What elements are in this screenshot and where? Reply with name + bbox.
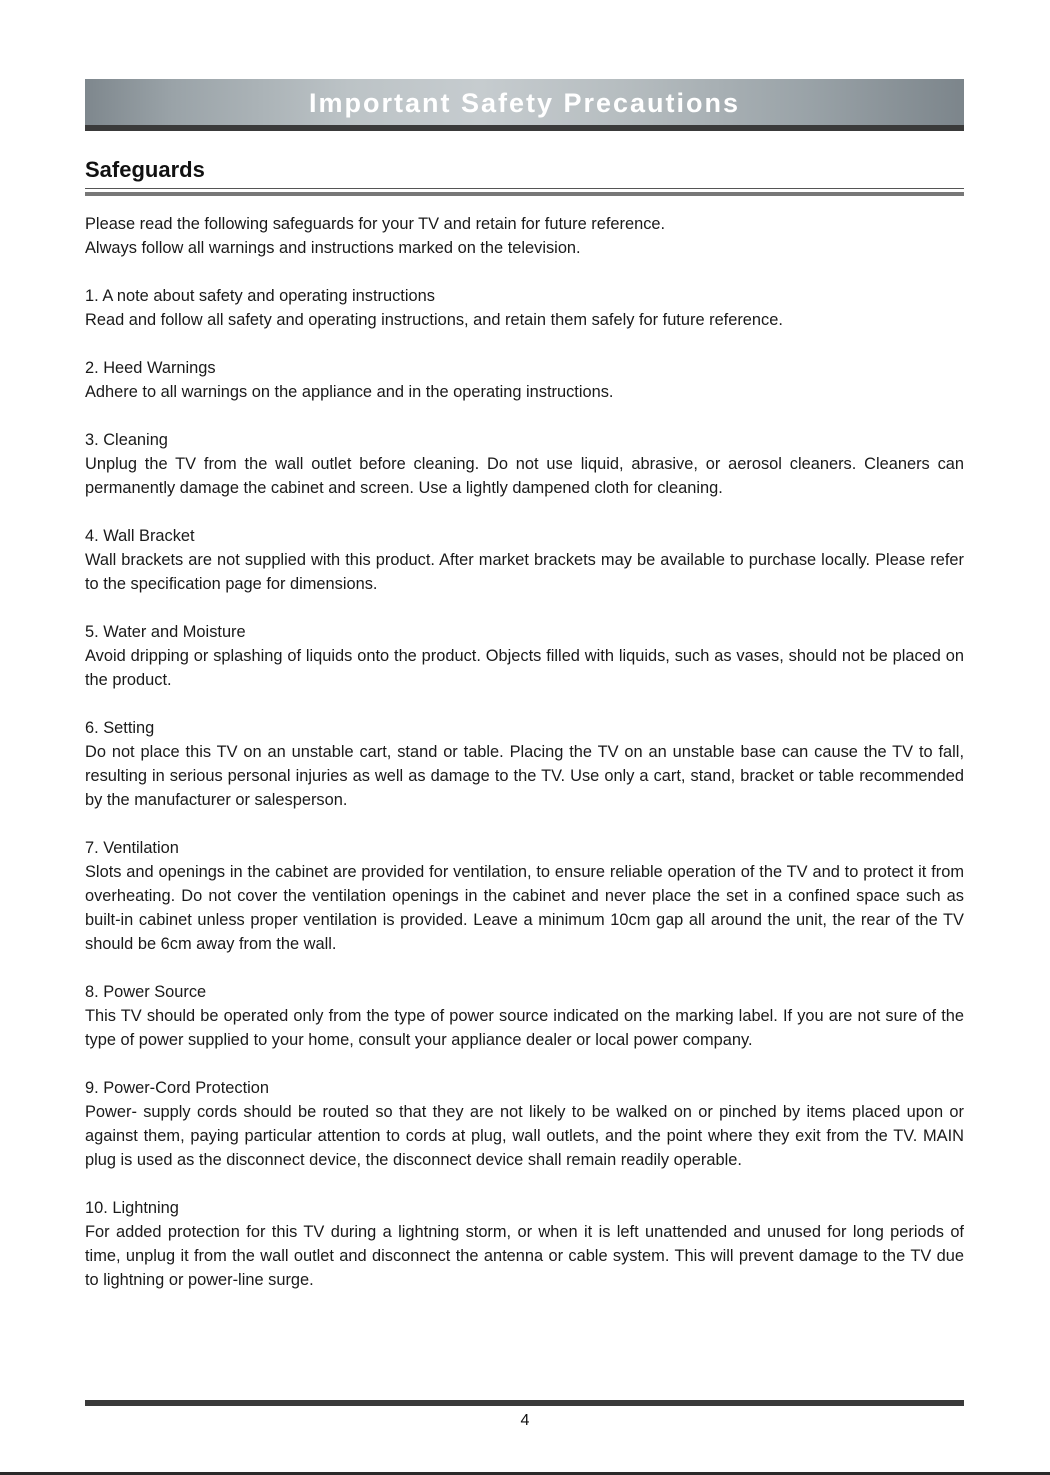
safeguard-title: 1. A note about safety and operating instructions <box>85 287 435 305</box>
safeguard-title: 4. Wall Bracket <box>85 527 195 545</box>
title-banner-underline <box>85 125 964 131</box>
safeguard-item <box>85 524 964 596</box>
section-divider-thin <box>85 188 964 189</box>
safeguard-item <box>85 428 964 500</box>
safeguard-item <box>85 284 964 332</box>
safeguard-text: Do not place this TV on an unstable cart, stand or table. Placing the TV on an unstable base can cause the TV to fall, resulting in serious personal injuries as well as damage to the TV. Use only a cart, stand, bracket or table recommended by the manufacturer or salesperson. <box>85 743 964 809</box>
safeguard-text: Slots and openings in the cabinet are provided for ventilation, to ensure reliable operation of the TV and to protect it from overheating. Do not cover the ventilation openings in the cabinet and never place the set in a confined space such as built-in cabinet unless proper ventilation is provided. Leave a minimum 10cm gap all around the unit, the rear of the TV should be 6cm away from the wall. <box>85 863 964 953</box>
safeguard-title: 6. Setting <box>85 719 155 737</box>
safeguard-title: 7. Ventilation <box>85 839 179 857</box>
safeguard-text: This TV should be operated only from the type of power source indicated on the marking label. If you are not sure of the type of power supplied to your home, consult your appliance dealer or local power company. <box>85 1007 964 1049</box>
footer-divider <box>85 1400 964 1406</box>
intro-line: Please read the following safeguards for your TV and retain for future reference. <box>85 215 666 233</box>
safeguard-item <box>85 1076 964 1172</box>
safeguard-item <box>85 1196 964 1292</box>
page-title: Important Safety Precautions <box>308 88 741 118</box>
section-heading: Safeguards <box>85 157 205 182</box>
intro-line: Always follow all warnings and instructions marked on the television. <box>85 239 581 257</box>
safeguard-item <box>85 620 964 692</box>
content-body <box>85 212 964 1316</box>
safeguard-item <box>85 716 964 812</box>
safeguard-text: For added protection for this TV during a lightning storm, or when it is left unattended and unused for long periods of time, unplug it from the wall outlet and disconnect the antenna or cable system. This will prevent damage to the TV due to lightning or power-line surge. <box>85 1223 964 1289</box>
safeguard-text: Wall brackets are not supplied with this product. After market brackets may be available to purchase locally. Please refer to the specification page for dimensions. <box>85 551 964 593</box>
safeguard-title: 9. Power-Cord Protection <box>85 1079 270 1097</box>
safeguard-item <box>85 980 964 1052</box>
safeguard-title: 8. Power Source <box>85 983 207 1001</box>
page-number: 4 <box>520 1412 530 1429</box>
title-banner <box>85 79 964 125</box>
safeguard-title: 10. Lightning <box>85 1199 179 1217</box>
safeguard-text: Adhere to all warnings on the appliance and in the operating instructions. <box>85 383 614 401</box>
safeguard-text: Avoid dripping or splashing of liquids onto the product. Objects filled with liquids, such as vases, should not be placed on the product. <box>85 647 964 689</box>
safeguard-text: Read and follow all safety and operating instructions, and retain them safely for future reference. <box>85 311 783 329</box>
section-divider-thick <box>85 192 964 196</box>
safeguard-title: 3. Cleaning <box>85 431 168 449</box>
safeguard-text: Power- supply cords should be routed so that they are not likely to be walked on or pinched by items placed upon or against them, paying particular attention to cords at plug, wall outlets, and the point where they exit from the TV. MAIN plug is used as the disconnect device, the disconnect device shall remain readily operable. <box>85 1103 964 1169</box>
safeguard-item <box>85 356 964 404</box>
safeguard-title: 2. Heed Warnings <box>85 359 216 377</box>
intro-block <box>85 212 964 260</box>
safeguard-text: Unplug the TV from the wall outlet before cleaning. Do not use liquid, abrasive, or aerosol cleaners. Cleaners can permanently damage the cabinet and screen. Use a lightly dampened cloth for cleaning. <box>85 455 964 497</box>
safeguard-title: 5. Water and Moisture <box>85 623 246 641</box>
safeguard-item <box>85 836 964 956</box>
